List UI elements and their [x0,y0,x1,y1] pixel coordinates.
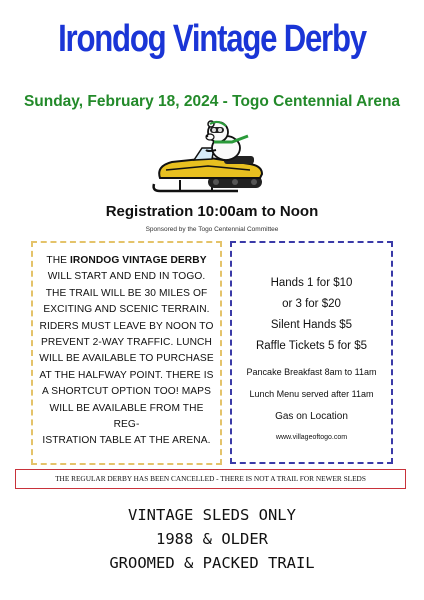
pricing-info-box [230,241,393,464]
price-raffle-tickets: Raffle Tickets 5 for $5 [255,340,367,352]
year-restriction: 1988 & OLDER [156,530,268,548]
trail-condition: GROOMED & PACKED TRAIL [109,554,315,572]
registration-time: Registration 10:00am to Noon [105,203,319,220]
event-title: Irondog Vintage Derby [58,18,366,60]
price-silent-hands: Silent Hands $5 [270,319,353,331]
event-description: THE IRONDOG VINTAGE DERBY WILL START AND END IN TOGO. THE TRAIL WILL BE 30 MILES OF EXCITING AND SCENIC TERRAIN. RIDERS MUST LEAVE BY NOON TO PREVENT 2-WAY TRAFFIC. LUNCH WILL BE AVAILABLE TO PURCHASE AT THE HALFWAY POINT. THERE IS A SHORTCUT OPTION TOO! MAPS WILL BE AVAILABLE FROM THE REG- ISTRATION TABLE AT THE ARENA. [39,255,214,447]
website-url: www.villageoftogo.com [275,434,348,441]
derby-name: IRONDOG VINTAGE DERBY [69,255,207,266]
price-hands-triple: or 3 for $20 [282,298,341,310]
sponsor-note: Sponsored by the Togo Centennial Committee [145,226,279,233]
event-description-box [31,241,222,465]
gas-on-location: Gas on Location [275,411,348,422]
vintage-sleds-only: VINTAGE SLEDS ONLY [128,506,296,524]
pancake-breakfast: Pancake Breakfast 8am to 11am [246,367,377,377]
price-hands-single: Hands 1 for $10 [270,277,353,289]
lunch-menu: Lunch Menu served after 11am [249,389,374,399]
snowmobile-bear-illustration [150,118,270,196]
event-date: Sunday, February 18, 2024 - Togo Centennial Arena [23,93,401,110]
cancellation-notice: THE REGULAR DERBY HAS BEEN CANCELLED - THERE IS NOT A TRAIL FOR NEWER SLEDS [15,469,406,489]
